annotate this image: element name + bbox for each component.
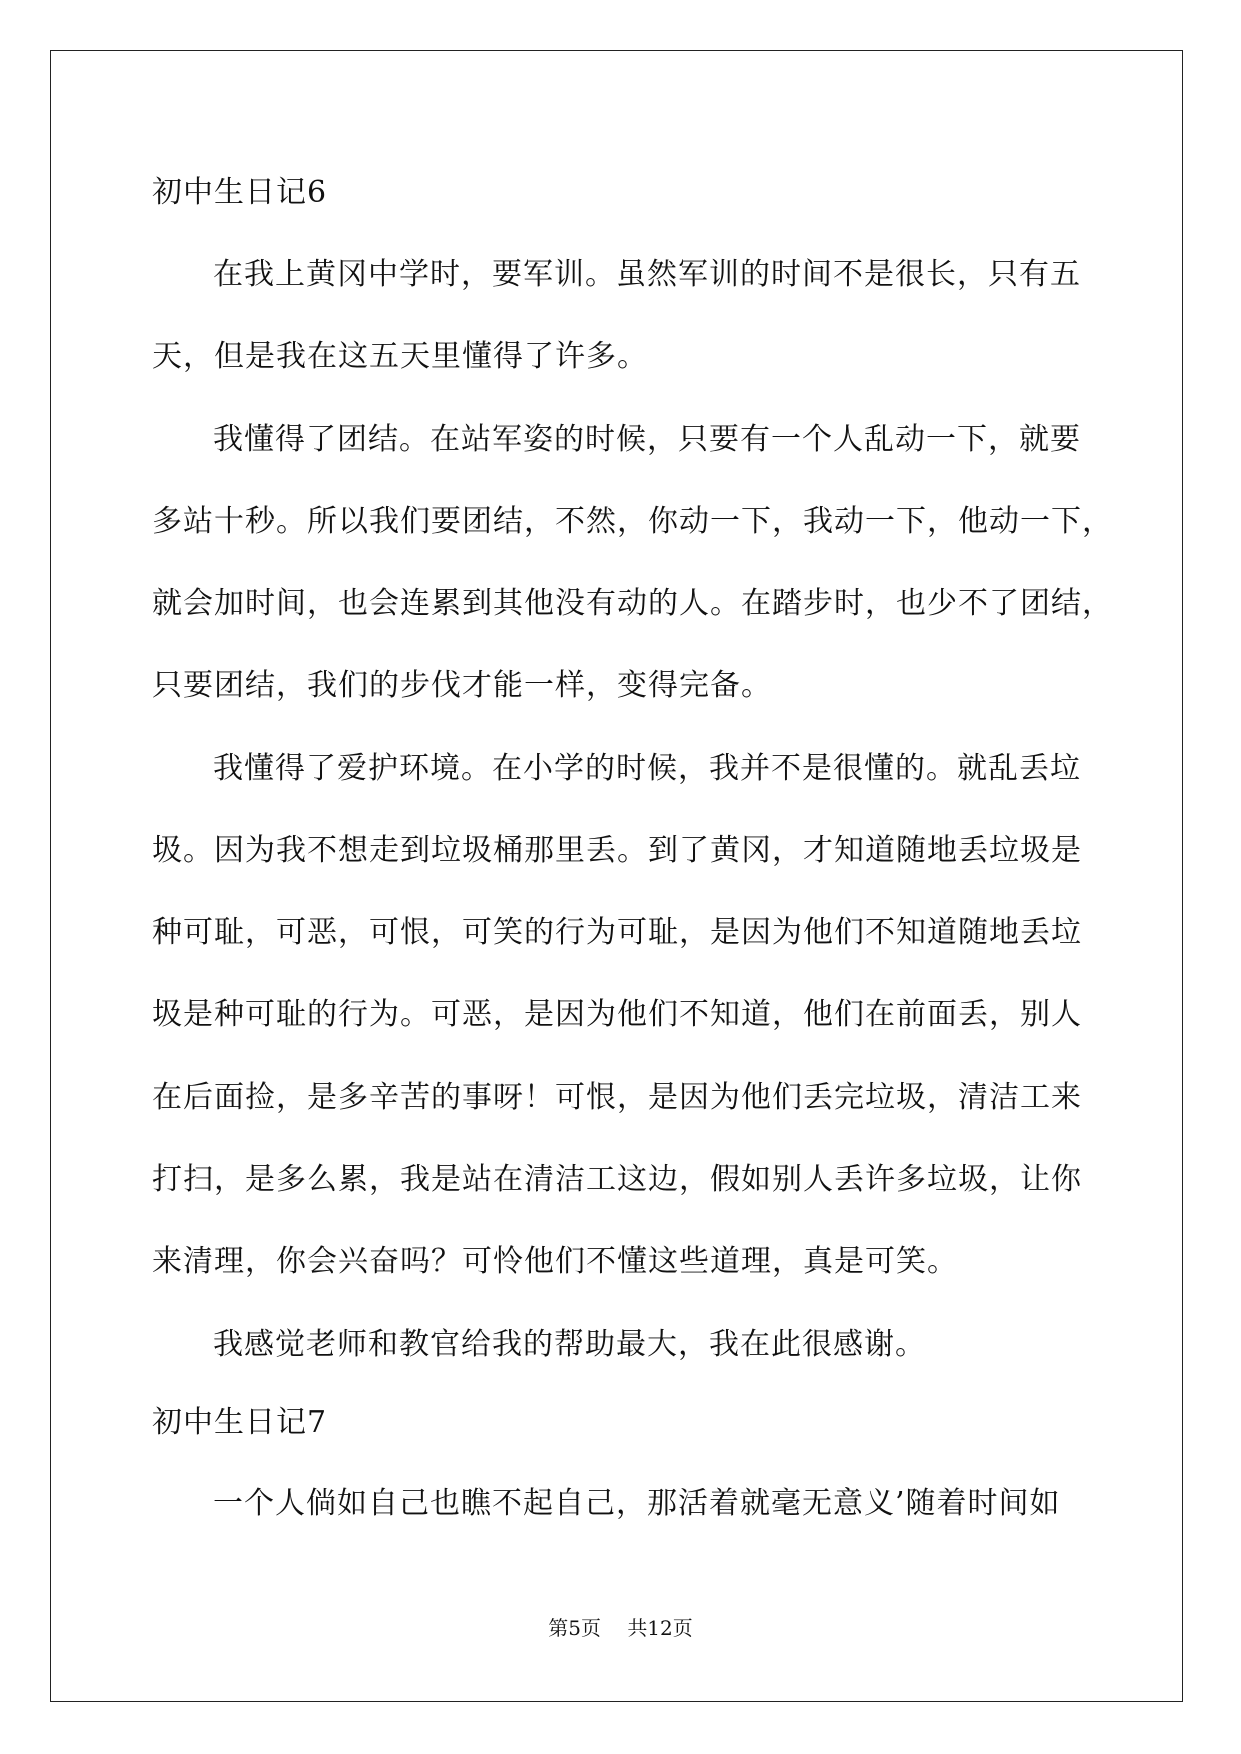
paragraph-line: 打扫，是多么累，我是站在清洁工这边，假如别人丢许多垃圾，让你 (152, 1162, 1082, 1197)
paragraph-line: 在后面捡，是多辛苦的事呀！可恨，是因为他们丢完垃圾，清洁工来 (152, 1080, 1082, 1115)
diary-title-7: 初中生日记7 (152, 1405, 328, 1440)
paragraph-line: 种可耻，可恶，可恨，可笑的行为可耻，是因为他们不知道随地丢垃 (152, 915, 1082, 950)
paragraph-line: 我感觉老师和教官给我的帮助最大，我在此很感谢。 (213, 1327, 926, 1362)
paragraph-line: 我懂得了团结。在站军姿的时候，只要有一个人乱动一下，就要 (213, 422, 1081, 457)
paragraph-line: 多站十秒。所以我们要团结，不然，你动一下，我动一下，他动一下， (152, 504, 1113, 539)
diary-title-6: 初中生日记6 (152, 175, 328, 210)
paragraph-line: 圾是种可耻的行为。可恶，是因为他们不知道，他们在前面丢，别人 (152, 997, 1082, 1032)
paragraph-line: 天，但是我在这五天里懂得了许多。 (152, 339, 648, 374)
paragraph-line: 圾。因为我不想走到垃圾桶那里丢。到了黄冈，才知道随地丢垃圾是 (152, 833, 1082, 868)
page-footer (0, 1616, 1241, 1640)
paragraph-line: 只要团结，我们的步伐才能一样，变得完备。 (152, 668, 772, 703)
page-number: 第5页 (548, 1616, 601, 1640)
paragraph-line: 在我上黄冈中学时，要军训。虽然军训的时间不是很长，只有五 (213, 257, 1081, 292)
page-border (50, 50, 1183, 1702)
page-total: 共12页 (627, 1616, 693, 1640)
paragraph-line: 我懂得了爱护环境。在小学的时候，我并不是很懂的。就乱丢垃 (213, 751, 1081, 786)
paragraph-line: 就会加时间，也会连累到其他没有动的人。在踏步时，也少不了团结， (152, 586, 1113, 621)
paragraph-line: 一个人倘如自己也瞧不起自己，那活着就毫无意义’随着时间如 (213, 1486, 1061, 1521)
paragraph-line: 来清理，你会兴奋吗？可怜他们不懂这些道理，真是可笑。 (152, 1244, 958, 1279)
